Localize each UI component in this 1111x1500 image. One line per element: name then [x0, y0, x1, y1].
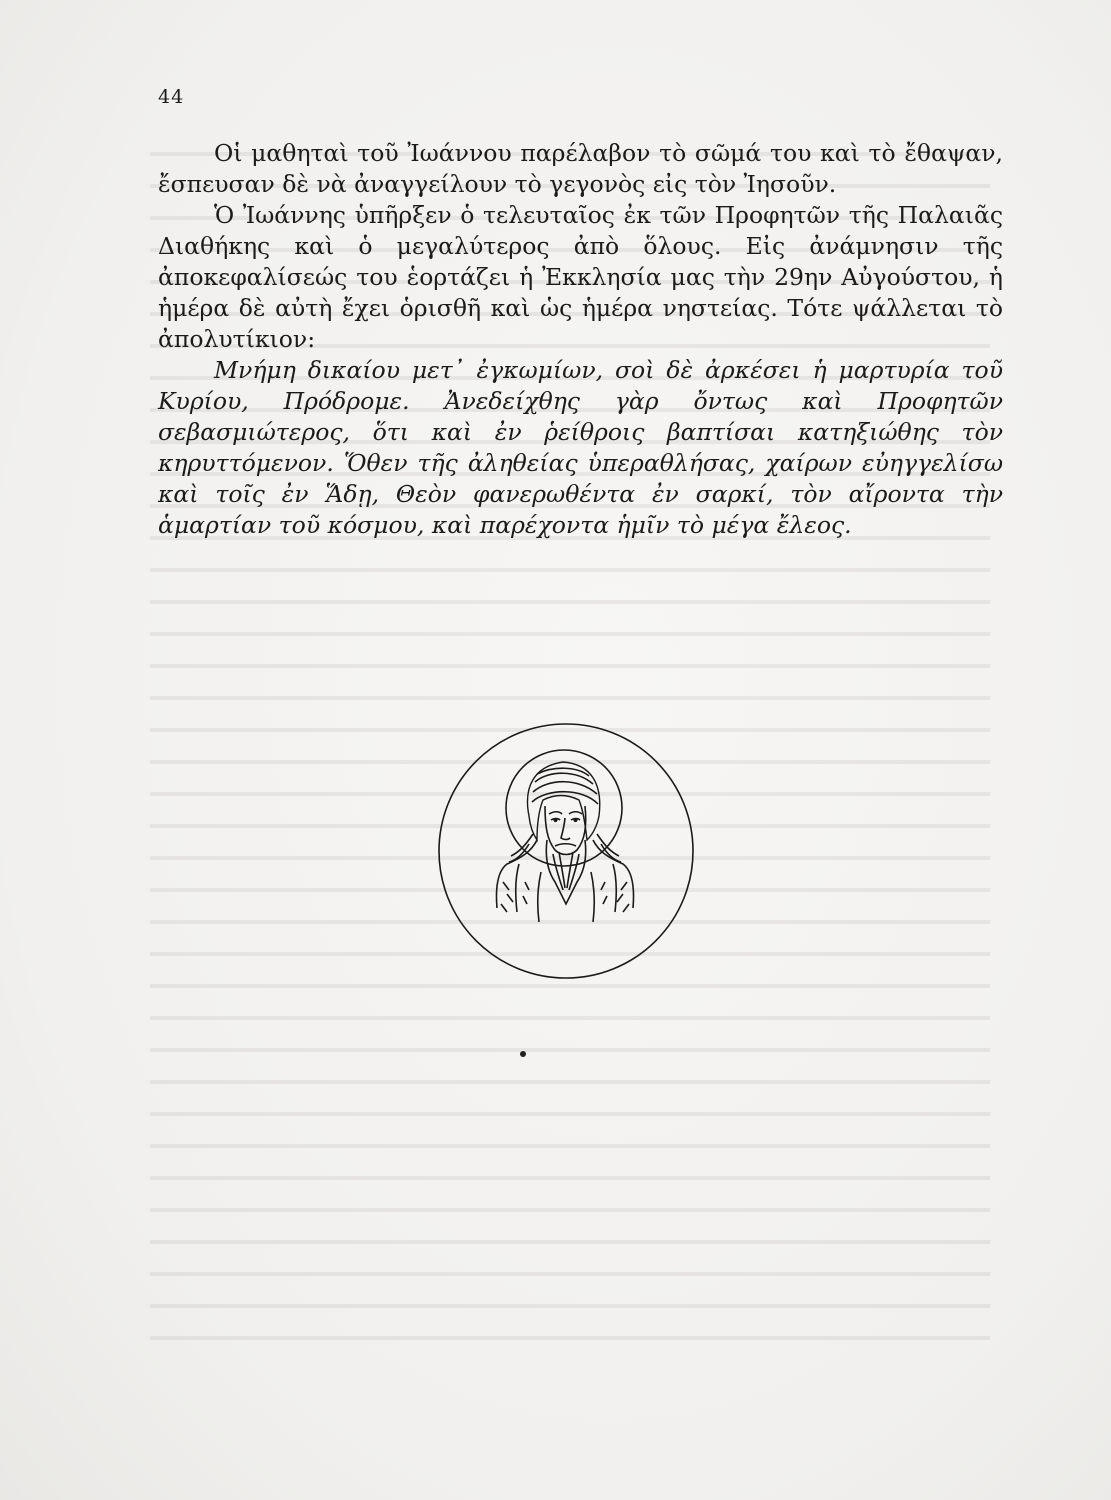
- paragraph-feast: Ὁ Ἰωάννης ὑπῆρξεν ὁ τελευταῖος ἐκ τῶν Προφητῶν τῆς Παλαιᾶς Διαθήκης καὶ ὁ μεγαλύτερος ἀπὸ ὅλους. Εἰς ἀνάμνησιν τῆς ἀποκεφαλίσεώς του ἑορτάζει ἡ Ἐκκλησία μας τὴν 29ην Αὐγούστου, ἡ ἡμέρα δὲ αὐτὴ ἔχει ὁρισθῆ καὶ ὡς ἡμέρα νηστείας. Τότε ψάλλεται τὸ ἀπολυτίκιον:: [158, 201, 1003, 353]
- saint-john-baptist-icon: [437, 722, 695, 980]
- paragraph-burial: Οἱ μαθηταὶ τοῦ Ἰωάννου παρέλαβον τὸ σῶμά του καὶ τὸ ἔθαψαν, ἔσπευσαν δὲ νὰ ἀναγγείλουν τὸ γεγονὸς εἰς τὸν Ἰησοῦν.: [158, 139, 1003, 198]
- page-number: 44: [158, 86, 185, 108]
- paragraph-apolytikion: Μνήμη δικαίου μετ᾽ ἐγκωμίων, σοὶ δὲ ἀρκέσει ἡ μαρτυρία τοῦ Κυρίου, Πρόδρομε. Ἀνεδείχθης γὰρ ὄντως καὶ Προφητῶν σεβασμιώτερος, ὅτι καὶ ἐν ῥείθροις βαπτίσαι κατηξιώθης τὸν κηρυττόμενον. Ὅθεν τῆς ἀληθείας ὑπεραθλήσας, χαίρων εὐηγγελίσω καὶ τοῖς ἐν Ἅδῃ, Θεὸν φανερωθέντα ἐν σαρκί, τὸν αἴροντα τὴν ἁμαρτίαν τοῦ κόσμου, καὶ παρέχοντα ἡμῖν τὸ μέγα ἔλεος.: [158, 356, 1003, 539]
- body-text: [158, 138, 1003, 541]
- printing-speck: [520, 1051, 526, 1057]
- icon-drawing: [437, 722, 695, 980]
